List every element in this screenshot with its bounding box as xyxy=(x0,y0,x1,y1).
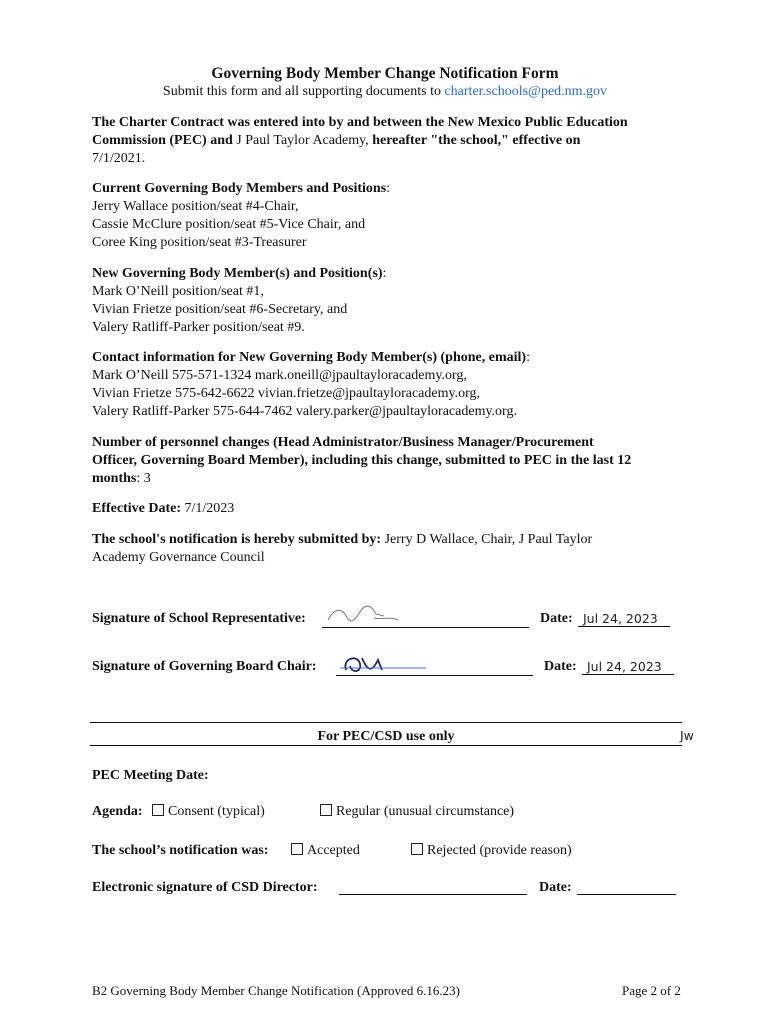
current-member-item: Cassie McClure position/seat #5-Vice Chair, and xyxy=(92,217,366,232)
regular-checkbox[interactable] xyxy=(320,804,332,816)
consent-label: Consent (typical) xyxy=(168,804,265,819)
rejected-option[interactable] xyxy=(411,842,572,860)
agenda-row xyxy=(92,803,143,821)
current-member-item: Jerry Wallace position/seat #4-Chair, xyxy=(92,199,299,214)
personnel-line-2 xyxy=(92,452,631,470)
accepted-checkbox[interactable] xyxy=(291,843,303,855)
chair-signature-row xyxy=(92,658,317,676)
consent-checkbox[interactable] xyxy=(152,804,164,816)
new-member-item: Vivian Frietze position/seat #6-Secretary, and xyxy=(92,302,348,317)
contract-date: 7/1/2021. xyxy=(92,151,146,166)
footer-form-id: B2 Governing Body Member Change Notification (Approved 6.16.23) xyxy=(92,983,460,998)
rejected-checkbox[interactable] xyxy=(411,843,423,855)
submit-text: Submit this form and all supporting documents to xyxy=(162,84,445,99)
personnel-line-3 xyxy=(92,470,151,488)
personnel-text: Officer, Governing Board Member), including this change, submitted to PEC in the last 12 xyxy=(92,453,632,468)
agenda-regular-option[interactable] xyxy=(320,803,514,821)
personnel-months-label: months xyxy=(92,471,137,486)
rep-signature-label: Signature of School Representative: xyxy=(92,611,306,626)
esig-date-field[interactable] xyxy=(577,880,676,895)
current-member-item: Coree King position/seat #3-Treasurer xyxy=(92,235,307,250)
accepted-option[interactable] xyxy=(291,842,360,860)
initials: Jw xyxy=(680,728,694,743)
contact-item: Valery Ratliff-Parker 575-644-7462 valery.parker@jpaultayloracademy.org. xyxy=(92,404,517,419)
section-divider-bottom xyxy=(90,745,682,746)
contract-bold-1: The Charter Contract was entered into by and between the New Mexico Public Education xyxy=(92,115,628,130)
pec-meeting-date-label: PEC Meeting Date: xyxy=(92,768,209,783)
accepted-label: Accepted xyxy=(307,843,360,858)
colon: : xyxy=(526,350,530,365)
rep-date-label xyxy=(540,610,573,628)
current-members-heading: Current Governing Body Members and Positions xyxy=(92,181,387,196)
pec-heading xyxy=(90,728,682,746)
colon: : xyxy=(382,266,387,281)
esig-field[interactable] xyxy=(339,880,527,895)
chair-date-label-text: Date: xyxy=(544,659,577,674)
esig-date-label-text: Date: xyxy=(539,880,572,895)
chair-signature-field[interactable] xyxy=(336,660,533,676)
esig-row xyxy=(92,879,318,897)
chair-signature-scribble xyxy=(338,652,428,676)
submitted-by-label: The school's notification is hereby submitted by: xyxy=(92,532,382,547)
esig-label: Electronic signature of CSD Director: xyxy=(92,880,318,895)
notification-row xyxy=(92,842,268,860)
contact-heading-line xyxy=(92,349,530,367)
personnel-text: Number of personnel changes (Head Administrator/Business Manager/Procurement xyxy=(92,435,594,450)
new-members-heading: New Governing Body Member(s) and Position(s) xyxy=(92,266,383,281)
contract-bold-3: hereafter "the school," effective on xyxy=(372,133,581,148)
effective-date xyxy=(92,500,234,518)
new-member-item: Mark O’Neill position/seat #1, xyxy=(92,284,264,299)
submitted-by-line-1 xyxy=(92,531,592,549)
pec-heading-text: For PEC/CSD use only xyxy=(317,729,455,744)
contract-line-2 xyxy=(92,132,580,150)
regular-label: Regular (unusual circumstance) xyxy=(336,804,515,819)
submitted-by-value: Jerry D Wallace, Chair, J Paul Taylor xyxy=(381,532,593,547)
effective-date-value: 7/1/2023 xyxy=(181,501,235,516)
esig-date-label xyxy=(539,879,572,897)
school-name: J Paul Taylor Academy, xyxy=(232,133,373,148)
form-title: Governing Body Member Change Notification Form xyxy=(211,65,559,82)
rep-signature-row xyxy=(92,610,306,628)
notification-label: The school’s notification was: xyxy=(92,843,269,858)
rep-date-field[interactable]: Jul 24, 2023 xyxy=(578,612,670,627)
rejected-label: Rejected (provide reason) xyxy=(427,843,572,858)
contact-item: Mark O’Neill 575-571-1324 mark.oneill@jpaultayloracademy.org, xyxy=(92,368,467,383)
colon: : xyxy=(386,181,391,196)
agenda-consent-option[interactable] xyxy=(152,803,265,821)
contract-bold-2: Commission (PEC) and xyxy=(92,133,233,148)
email-link[interactable]: charter.schools@ped.nm.gov xyxy=(444,84,608,99)
contact-heading: Contact information for New Governing Body Member(s) (phone, email) xyxy=(92,350,527,365)
rep-signature-scribble xyxy=(324,604,404,624)
submitted-by-line-2: Academy Governance Council xyxy=(92,550,265,565)
rep-signature-field[interactable] xyxy=(322,612,529,628)
pec-meeting-date xyxy=(92,767,209,785)
section-divider-top xyxy=(90,722,682,723)
rep-date-label-text: Date: xyxy=(540,611,573,626)
new-members-heading-line xyxy=(92,265,386,283)
chair-signature-label: Signature of Governing Board Chair: xyxy=(92,659,317,674)
personnel-count: : 3 xyxy=(136,471,151,486)
contact-item: Vivian Frietze 575-642-6622 vivian.frietze@jpaultayloracademy.org, xyxy=(92,386,480,401)
submit-instructions xyxy=(0,84,770,100)
effective-date-label: Effective Date: xyxy=(92,501,182,516)
contract-line-1 xyxy=(92,114,628,132)
current-members-heading-line xyxy=(92,180,390,198)
agenda-label: Agenda: xyxy=(92,804,143,819)
chair-date-label xyxy=(544,658,577,676)
personnel-line-1 xyxy=(92,434,594,452)
chair-date-field[interactable]: Jul 24, 2023 xyxy=(582,660,674,675)
page-number: Page 2 of 2 xyxy=(622,983,681,998)
new-member-item: Valery Ratliff-Parker position/seat #9. xyxy=(92,320,305,335)
